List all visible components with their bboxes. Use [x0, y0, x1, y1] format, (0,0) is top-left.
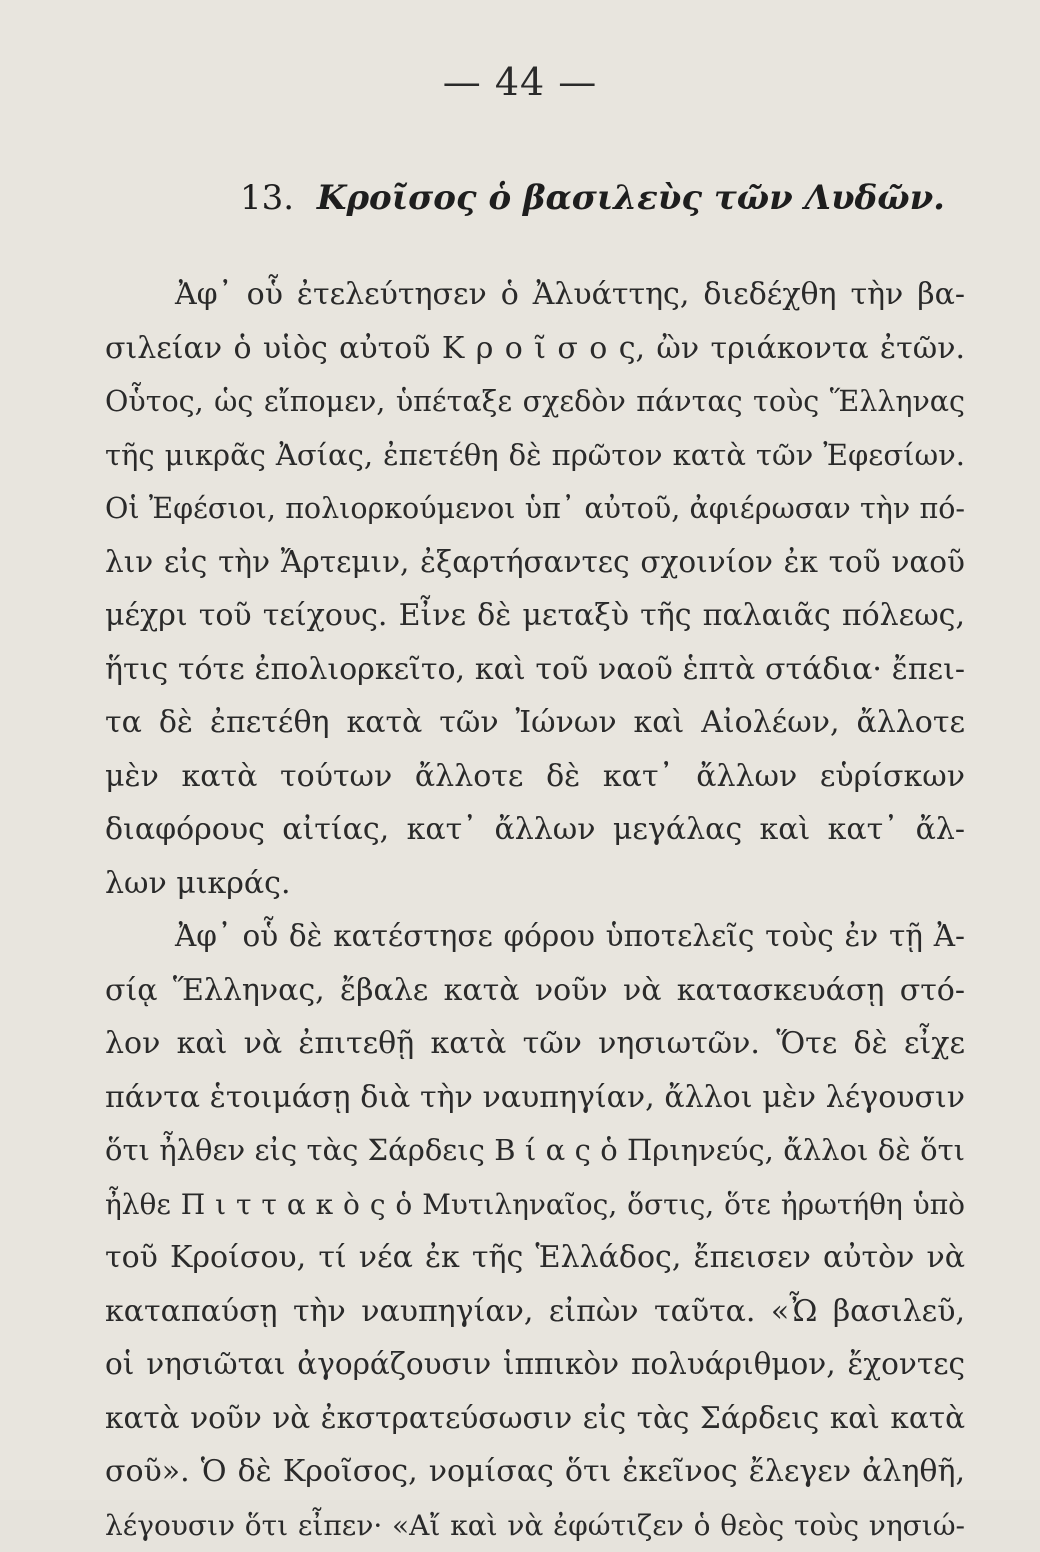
text-line: ὅτι ἦλθεν εἰς τὰς Σάρδεις Β ί α ς ὁ Πριηνεύς, ἄλλοι δὲ ὅτι — [105, 1124, 965, 1178]
text-line: λέγουσιν ὅτι εἶπεν· «Αἴ καὶ νὰ ἐφώτιζεν ὁ θεὸς τοὺς νησιώ- — [105, 1499, 965, 1552]
text-line: τῆς μικρᾶς Ἀσίας, ἐπετέθη δὲ πρῶτον κατὰ τῶν Ἐφεσίων. — [105, 429, 965, 483]
text-line: τα δὲ ἐπετέθη κατὰ τῶν Ἰώνων καὶ Αἰολέων, ἄλλοτε — [105, 696, 965, 750]
text-line: λον καὶ νὰ ἐπιτεθῇ κατὰ τῶν νησιωτῶν. Ὅτε δὲ εἶχε — [105, 1017, 965, 1071]
chapter-heading — [240, 178, 920, 218]
page-number: — 44 — — [0, 60, 1040, 104]
text-line: Ἀφ᾽ οὗ δὲ κατέστησε φόρου ὑποτελεῖς τοὺς ἐν τῇ Ἀ- — [105, 910, 965, 964]
text-line: μὲν κατὰ τούτων ἄλλοτε δὲ κατ᾽ ἄλλων εὑρίσκων — [105, 750, 965, 804]
text-line: Οὗτος, ὡς εἴπομεν, ὑπέταξε σχεδὸν πάντας τοὺς Ἕλληνας — [105, 375, 965, 429]
text-line: λων μικράς. — [105, 857, 965, 911]
text-line: μέχρι τοῦ τείχους. Εἶνε δὲ μεταξὺ τῆς παλαιᾶς πόλεως, — [105, 589, 965, 643]
text-line: διαφόρους αἰτίας, κατ᾽ ἄλλων μεγάλας καὶ κατ᾽ ἄλ- — [105, 803, 965, 857]
text-line: λιν εἰς τὴν Ἄρτεμιν, ἐξαρτήσαντες σχοινίον ἐκ τοῦ ναοῦ — [105, 536, 965, 590]
text-line: σοῦ». Ὁ δὲ Κροῖσος, νομίσας ὅτι ἐκεῖνος ἔλεγεν ἀληθῆ, — [105, 1445, 965, 1499]
text-line: Οἱ Ἐφέσιοι, πολιορκούμενοι ὑπ᾽ αὐτοῦ, ἀφιέρωσαν τὴν πό- — [105, 482, 965, 536]
body-text — [105, 268, 965, 1552]
text-line: οἱ νησιῶται ἀγοράζουσιν ἱππικὸν πολυάριθμον, ἔχοντες — [105, 1338, 965, 1392]
chapter-title: Κροῖσος ὁ βασιλεὺς τῶν Λυδῶν. — [317, 178, 945, 218]
text-line: ἥτις τότε ἐπολιορκεῖτο, καὶ τοῦ ναοῦ ἑπτὰ στάδια· ἔπει- — [105, 643, 965, 697]
text-line: τοῦ Κροίσου, τί νέα ἐκ τῆς Ἑλλάδος, ἔπεισεν αὐτὸν νὰ — [105, 1231, 965, 1285]
text-line: καταπαύσῃ τὴν ναυπηγίαν, εἰπὼν ταῦτα. «Ὦ βασιλεῦ, — [105, 1285, 965, 1339]
chapter-number: 13. — [240, 178, 294, 218]
text-line: Ἀφ᾽ οὗ ἐτελεύτησεν ὁ Ἀλυάττης, διεδέχθη τὴν βα- — [105, 268, 965, 322]
text-line: πάντα ἑτοιμάσῃ διὰ τὴν ναυπηγίαν, ἄλλοι μὲν λέγουσιν — [105, 1071, 965, 1125]
text-line: κατὰ νοῦν νὰ ἐκστρατεύσωσιν εἰς τὰς Σάρδεις καὶ κατὰ — [105, 1392, 965, 1446]
text-line: ἦλθε Π ι τ τ α κ ὸ ς ὁ Μυτιληναῖος, ὅστις, ὅτε ἠρωτήθη ὑπὸ — [105, 1178, 965, 1232]
text-line: σίᾳ Ἕλληνας, ἔβαλε κατὰ νοῦν νὰ κατασκευάσῃ στό- — [105, 964, 965, 1018]
text-line: σιλείαν ὁ υἱὸς αὐτοῦ Κ ρ ο ῖ σ ο ς, ὢν τριάκοντα ἐτῶν. — [105, 322, 965, 376]
